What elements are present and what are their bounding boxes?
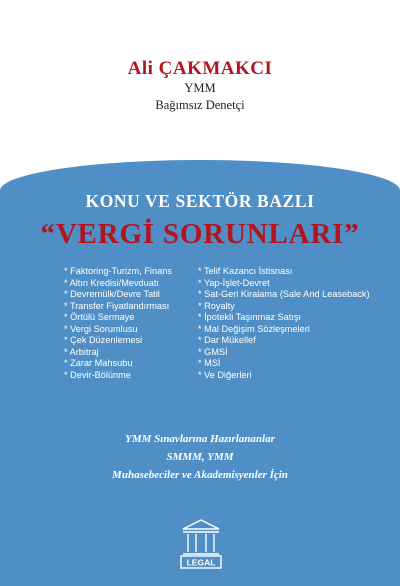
topic-item: * Yap-İşlet-Devret	[198, 277, 270, 288]
book-title: “VERGİ SORUNLARI”	[40, 218, 360, 250]
topic-item: * Altın Kredisi/Mevduatı	[64, 277, 159, 288]
topic-item: * İpotekli Taşınmaz Satışı	[198, 312, 301, 323]
author-role: Bağımsız Denetçi	[155, 98, 245, 112]
topic-item: * Devir-Bölünme	[64, 369, 131, 380]
topic-item: * Mal Değişim Sözleşmeleri	[198, 323, 310, 334]
topic-item: * Ve Diğerleri	[198, 369, 252, 380]
author-name: Ali ÇAKMAKCI	[127, 58, 273, 79]
topics-left-column	[64, 266, 200, 381]
publisher-logo-text: LEGAL	[186, 557, 216, 568]
topic-item: * Örtülü Sermaye	[64, 312, 135, 323]
author-title: YMM	[184, 81, 216, 95]
topic-item: * GMSİ	[198, 346, 228, 357]
topic-item: * Çek Düzenlemesi	[64, 335, 143, 346]
topic-item: * Telif Kazancı İstisnası	[198, 266, 293, 276]
building-columns-icon	[179, 518, 223, 570]
topic-item: * Arbitraj	[64, 346, 99, 357]
book-subtitle: KONU VE SEKTÖR BAZLI	[85, 191, 315, 211]
audience-line-2: SMMM, YMM	[166, 451, 234, 463]
target-audience	[0, 430, 400, 484]
topic-item: * Vergi Sorumlusu	[64, 323, 138, 334]
author-block	[0, 58, 400, 114]
topic-item: * Devremülk/Devre Tatil	[64, 289, 160, 300]
topic-item: * Zarar Mahsubu	[64, 358, 133, 369]
topic-item: * Royalty	[198, 300, 235, 311]
topic-item: * Dar Mükellef	[198, 335, 256, 346]
topic-item: * Faktoring-Turizm, Finans	[64, 266, 172, 276]
audience-line-3: Muhasebeciler ve Akademisyenler İçin	[112, 469, 288, 481]
topics-right-column	[198, 266, 390, 381]
topic-item: * MSİ	[198, 358, 221, 369]
audience-line-1: YMM Sınavlarına Hazırlananlar	[125, 433, 275, 445]
topic-item: * Transfer Fiyatlandırması	[64, 300, 170, 311]
topic-item: * Sat-Geri Kiralama (Sale And Leaseback)	[198, 289, 370, 300]
